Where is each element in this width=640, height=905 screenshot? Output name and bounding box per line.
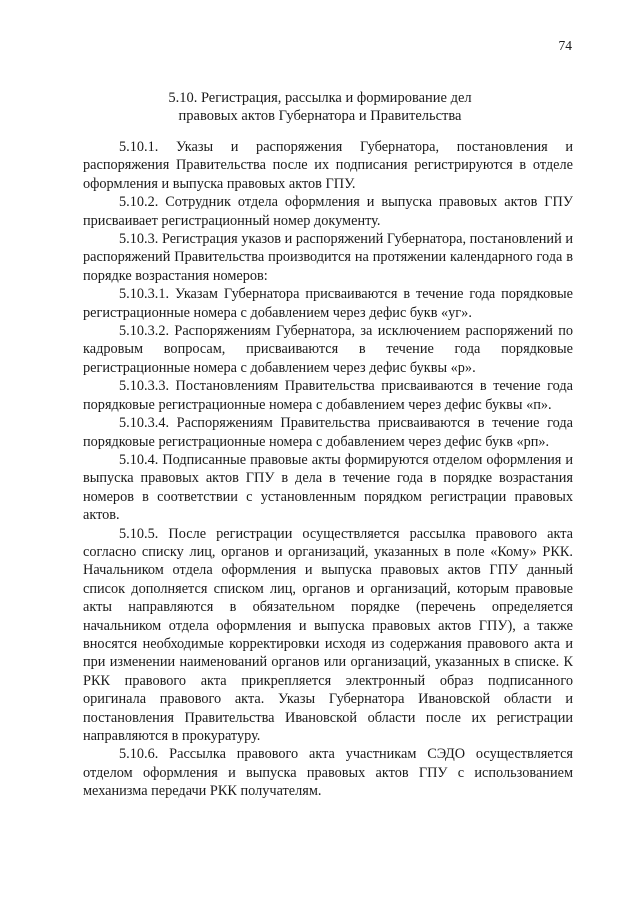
paragraph-5-10-5: 5.10.5. После регистрации осуществляется рассылка правового акта согласно списку лиц, органов и организаций, указанных в поле «Кому» РКК. Начальником отдела оформления и выпуска правовых актов ГПУ данный список дополняется списком лиц, органов и организаций, которым правовые акты направляются в обязательном порядке (перечень определяется начальником отдела оформления и выпуска правовых актов ГПУ), а также вносятся необходимые корректировки исходя из содержания правового акта и при изменении наименований органов или организаций, указанных в списке. К РКК правового акта прикрепляется электронный образ подписанного оригинала правового акта. Указы Губернатора Ивановской области и постановления Правительства Ивановской области после их регистрации направляются в прокуратуру.	[83, 525, 573, 744]
paragraph-5-10-1: 5.10.1. Указы и распоряжения Губернатора, постановления и распоряжения Правительства после их подписания регистрируются в отделе оформления и выпуска правовых актов ГПУ.	[83, 139, 573, 192]
paragraph-5-10-3-3: 5.10.3.3. Постановлениям Правительства присваиваются в течение года порядковые регистрационные номера с добавлением через дефис буквы «п».	[83, 378, 573, 413]
paragraph-5-10-4: 5.10.4. Подписанные правовые акты формируются отделом оформления и выпуска правовых актов ГПУ в дела в течение года в порядке возрастания номеров в соответствии с установленным порядком регистрации правовых актов.	[83, 451, 573, 524]
paragraph-5-10-3-2: 5.10.3.2. Распоряжениям Губернатора, за исключением распоряжений по кадровым вопросам, присваиваются в течение года порядковые регистрационные номера с добавлением через дефис буквы «р».	[83, 323, 573, 376]
paragraph-5-10-2: 5.10.2. Сотрудник отдела оформления и выпуска правовых актов ГПУ присваивает регистрационный номер документу.	[83, 194, 573, 229]
section-heading-line-1: 5.10. Регистрация, рассылка и формирование дел	[168, 90, 472, 106]
document-body	[83, 138, 573, 801]
paragraph-5-10-3: 5.10.3. Регистрация указов и распоряжений Губернатора, постановлений и распоряжений Правительства производится на протяжении календарного года в порядке возрастания номеров:	[83, 231, 573, 284]
section-heading-line-2: правовых актов Губернатора и Правительства	[178, 108, 462, 124]
paragraph-5-10-3-1: 5.10.3.1. Указам Губернатора присваиваются в течение года порядковые регистрационные номера с добавлением через дефис букв «уг».	[83, 286, 573, 321]
paragraph-5-10-6: 5.10.6. Рассылка правового акта участникам СЭДО осуществляется отделом оформления и выпуска правовых актов ГПУ с использованием механизма передачи РКК получателям.	[83, 746, 573, 800]
paragraph-5-10-3-4: 5.10.3.4. Распоряжениям Правительства присваиваются в течение года порядковые регистрационные номера с добавлением через дефис букв «рп».	[83, 415, 573, 450]
section-heading	[0, 89, 640, 125]
page-number: 74	[558, 38, 572, 53]
